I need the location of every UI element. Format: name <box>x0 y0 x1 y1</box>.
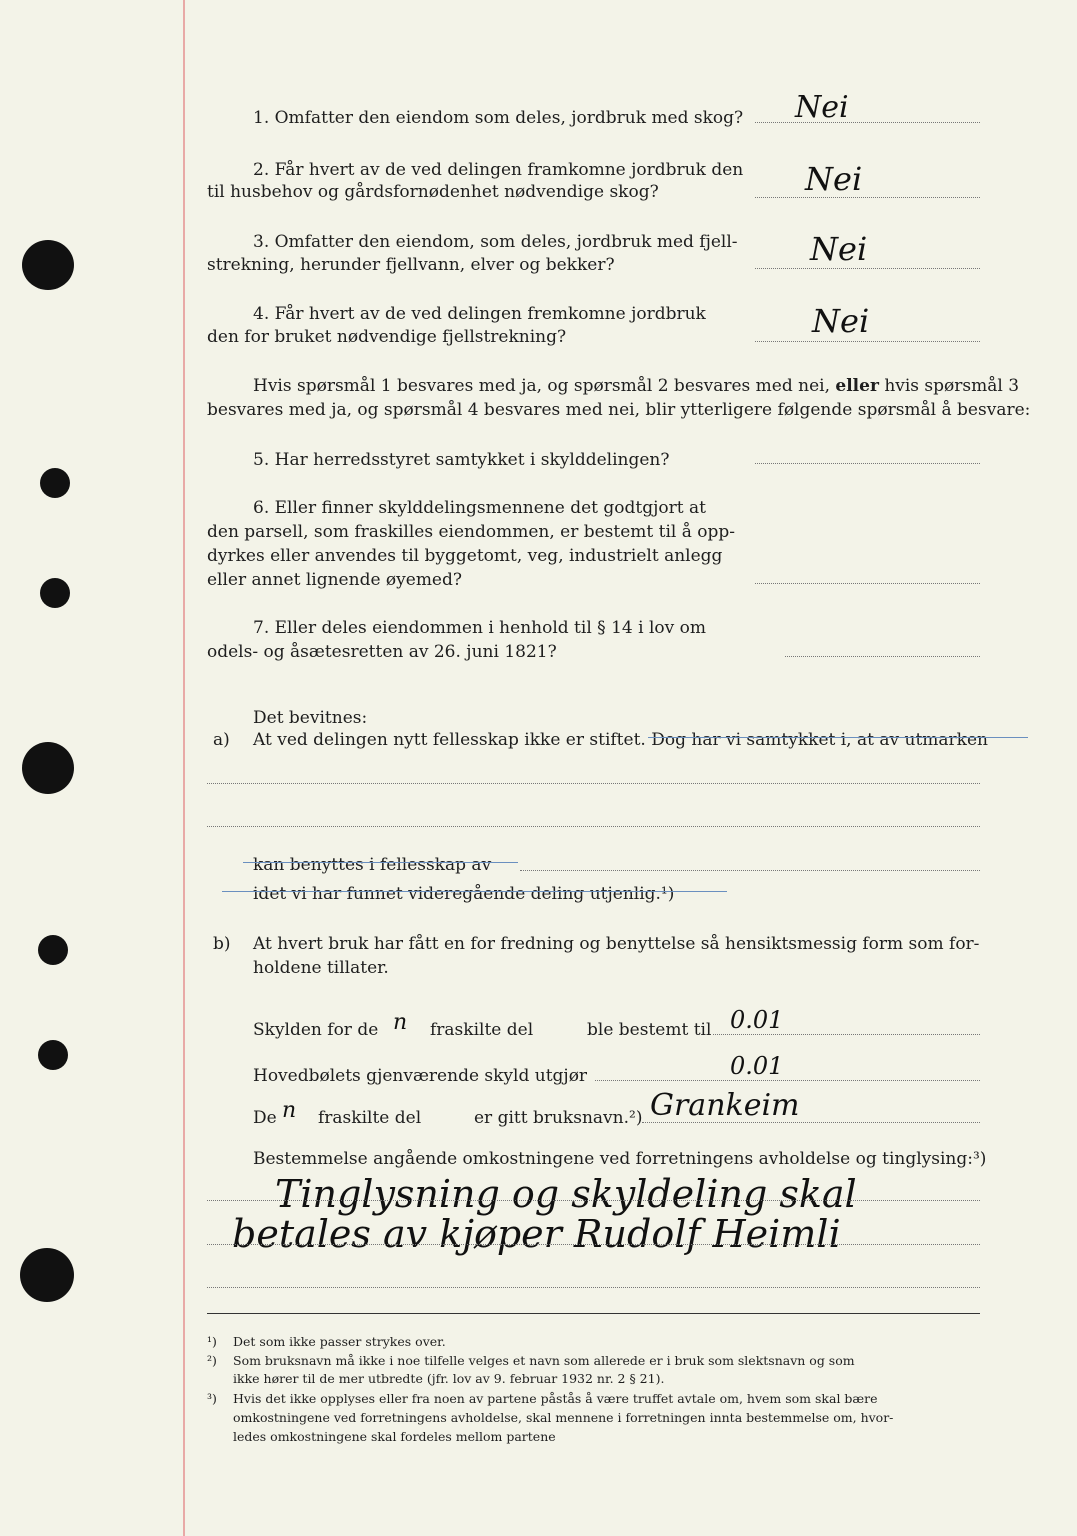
question-5: 5. Har herredsstyret samtykket i skylddelingen? <box>253 450 670 470</box>
skyld-line-4: Bestemmelse angående omkostningene ved forretningens avholdelse og tinglysing:³) <box>253 1149 987 1169</box>
skyld-value-2: 0.01 <box>730 1052 784 1080</box>
strike-line-c <box>222 891 727 892</box>
skyld-dotted-line-1 <box>713 1034 980 1035</box>
question-1: 1. Omfatter den eiendom som deles, jordbruk med skog? <box>253 108 744 128</box>
question-6-line-2: den parsell, som fraskilles eiendommen, er bestemt til å opp- <box>207 522 736 542</box>
answer-line-4 <box>755 341 980 342</box>
footnote-2-mark: ²) <box>207 1353 217 1368</box>
skyld-line-1-c: ble bestemt til <box>587 1020 712 1040</box>
answer-line-6 <box>755 583 980 584</box>
red-margin-line <box>183 0 185 1536</box>
question-6-line-1: 6. Eller finner skylddelingsmennene det godtgjort at <box>253 498 706 518</box>
punch-hole-1 <box>22 240 74 290</box>
strike-line-b <box>243 862 518 863</box>
footnote-3-mark: ³) <box>207 1391 217 1406</box>
intro-text-emphasis: eller <box>835 376 879 396</box>
punch-hole-4 <box>22 742 74 794</box>
handwritten-cost-line-2: betales av kjøper Rudolf Heimli <box>232 1212 841 1256</box>
cost-dotted-line-1 <box>207 1200 980 1201</box>
answer-2: Nei <box>805 160 863 198</box>
footnote-3-line-2: omkostningene ved forretningens avholdelse, skal mennene i forretningen innta bestemmelse om, hvor- <box>233 1410 894 1425</box>
answer-line-7 <box>785 656 980 657</box>
footnote-1: Det som ikke passer strykes over. <box>233 1334 446 1349</box>
question-2-line-2: til husbehov og gårdsfornødenhet nødvendige skog? <box>207 182 659 202</box>
attest-a-label: a) <box>213 730 230 750</box>
attest-dotted-line-3 <box>520 870 980 871</box>
intro-text-c: hvis spørsmål 3 <box>884 376 1020 396</box>
intro-line-2: besvares med ja, og spørsmål 4 besvares med nei, blir ytterligere følgende spørsmål å besvare: <box>207 400 1031 420</box>
skyld-line-3-a: De <box>253 1108 277 1128</box>
answer-4: Nei <box>812 302 870 340</box>
footnote-1-mark: ¹) <box>207 1334 217 1349</box>
punch-hole-5 <box>38 935 68 965</box>
cost-dotted-line-3 <box>207 1287 980 1288</box>
attest-dotted-line-1 <box>207 783 980 784</box>
cost-dotted-line-2 <box>207 1244 980 1245</box>
answer-line-1 <box>755 122 980 123</box>
skyld-line-1-b: fraskilte del <box>430 1020 534 1040</box>
skyld-line-3-c: er gitt bruksnavn.²) <box>474 1108 643 1128</box>
punch-hole-2 <box>40 468 70 498</box>
attest-b-label: b) <box>213 934 231 954</box>
answer-3: Nei <box>810 230 868 268</box>
answer-line-2 <box>755 197 980 198</box>
question-6-line-4: eller annet lignende øyemed? <box>207 570 462 590</box>
footnote-3-line-1: Hvis det ikke opplyses eller fra noen av partene påstås å være truffet avtale om, hvem som skal bære <box>233 1391 878 1406</box>
attest-a-line-3: idet vi har funnet videregående deling utjenlig.¹) <box>253 884 675 904</box>
intro-text-a: Hvis spørsmål 1 besvares med ja, og spørsmål 2 besvares med nei, <box>253 376 830 396</box>
skyld-line-3-b: fraskilte del <box>318 1108 422 1128</box>
strike-line-a <box>648 737 1028 738</box>
question-2-line-1: 2. Får hvert av de ved delingen framkomne jordbruk den <box>253 160 744 180</box>
answer-line-5 <box>755 463 980 464</box>
footnote-3-line-3: ledes omkostningene skal fordeles mellom partene <box>233 1429 556 1444</box>
question-4-line-1: 4. Får hvert av de ved delingen fremkomne jordbruk <box>253 304 706 324</box>
footnote-separator <box>207 1313 980 1314</box>
handwritten-cost-line-1: Tinglysning og skyldeling skal <box>275 1172 857 1216</box>
skyld-line-1-hand: n <box>393 1010 408 1035</box>
question-6-line-3: dyrkes eller anvendes til byggetomt, veg, industrielt anlegg <box>207 546 723 566</box>
skyld-line-3-hand: n <box>282 1098 297 1123</box>
question-3-line-2: strekning, herunder fjellvann, elver og bekker? <box>207 255 615 275</box>
question-3-line-1: 3. Omfatter den eiendom, som deles, jordbruk med fjell- <box>253 232 738 252</box>
question-4-line-2: den for bruket nødvendige fjellstrekning? <box>207 327 567 347</box>
attest-a-text: At ved delingen nytt fellesskap ikke er stiftet. Dog har vi samtykket i, at av utmarken <box>253 730 988 750</box>
intro-line-1 <box>253 374 1019 398</box>
attest-heading: Det bevitnes: <box>253 708 368 728</box>
skyld-value-3: Grankeim <box>650 1088 800 1123</box>
attest-a-line-2: kan benyttes i fellesskap av <box>253 855 492 875</box>
question-7-line-2: odels- og åsætesretten av 26. juni 1821? <box>207 642 557 662</box>
skyld-value-1: 0.01 <box>730 1006 784 1034</box>
footnote-2-line-2: ikke hører til de mer utbredte (jfr. lov av 9. februar 1932 nr. 2 § 21). <box>233 1371 665 1386</box>
answer-line-3 <box>755 268 980 269</box>
attest-dotted-line-2 <box>207 826 980 827</box>
punch-hole-6 <box>38 1040 68 1070</box>
footnote-2-line-1: Som bruksnavn må ikke i noe tilfelle velges et navn som allerede er i bruk som slektsnavn og som <box>233 1353 855 1368</box>
punch-hole-3 <box>40 578 70 608</box>
question-7-line-1: 7. Eller deles eiendommen i henhold til § 14 i lov om <box>253 618 706 638</box>
skyld-dotted-line-2 <box>595 1080 980 1081</box>
punch-hole-7 <box>20 1248 74 1302</box>
answer-1: Nei <box>795 90 849 125</box>
skyld-line-2: Hovedbølets gjenværende skyld utgjør <box>253 1066 588 1086</box>
skyld-line-1-a: Skylden for de <box>253 1020 379 1040</box>
attest-b-line-1: At hvert bruk har fått en for fredning og benyttelse så hensiktsmessig form som for- <box>253 934 980 954</box>
attest-b-line-2: holdene tillater. <box>253 958 389 978</box>
